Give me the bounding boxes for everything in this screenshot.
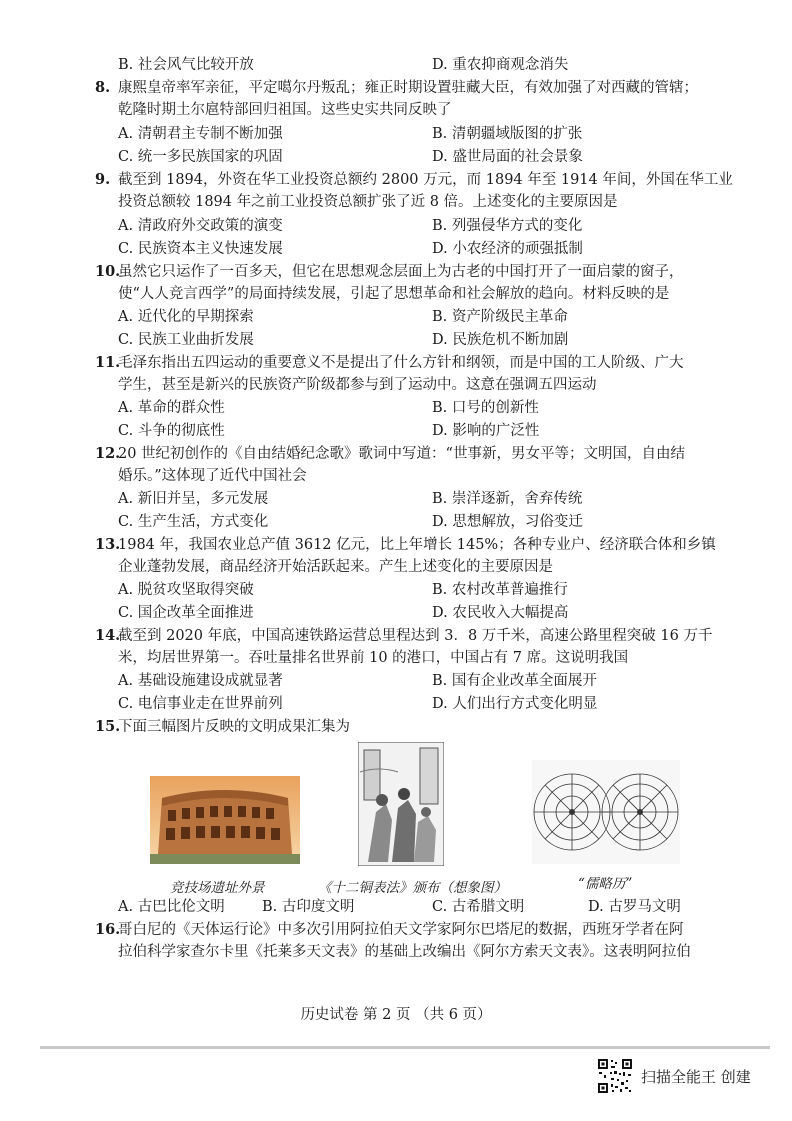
scanner-label: 扫描全能王 创建 xyxy=(641,1068,751,1086)
option-c: C. 斗争的彻底性 xyxy=(118,423,225,439)
question-number: 10. xyxy=(95,263,121,280)
option-b: B. 国有企业改革全面展开 xyxy=(432,673,597,689)
option-a: A. 近代化的早期探索 xyxy=(118,309,254,325)
option-a: A. 清政府外交政策的演变 xyxy=(118,218,283,234)
twelve-tables-image xyxy=(358,742,444,866)
option-a: A. 古巴比伦文明 xyxy=(118,899,225,915)
question-stem-line: 拉伯科学家查尔卡里《托莱多天文表》的基础上改编出《阿尔方索天文表》。这表明阿拉伯 xyxy=(118,944,691,960)
question-stem-line: 学生，甚至是新兴的民族资产阶级都参与到了运动中。这意在强调五四运动 xyxy=(118,377,597,393)
question-stem-line: 企业蓬勃发展，商品经济开始活跃起来。产生上述变化的主要原因是 xyxy=(118,559,553,575)
option-c: C. 古希腊文明 xyxy=(432,899,525,915)
twelve-tables-caption: 《十二铜表法》颁布（想象图） xyxy=(318,880,507,896)
question-stem-line: 投资总额较 1894 年之前工业投资总额扩张了近 8 倍。上述变化的主要原因是 xyxy=(118,194,618,210)
question-stem-line: 虽然它只运作了一百多天，但它在思想观念层面上为古老的中国打开了一面启蒙的窗子， xyxy=(118,264,684,280)
option-d: D. 人们出行方式变化明显 xyxy=(432,696,598,712)
question-stem-line: 1984 年，我国农业总产值 3612 亿元，比上年增长 145%；各种专业户、经济联合体和乡镇 xyxy=(118,537,716,553)
scanner-watermark xyxy=(597,1058,777,1096)
question-stem-line: 使“人人竞言西学”的局面持续发展，引起了思想革命和社会解放的趋向。材料反映的是 xyxy=(118,286,670,302)
option-c: C. 国企改革全面推进 xyxy=(118,605,254,621)
question-number: 15. xyxy=(95,718,121,735)
julian-calendar-image xyxy=(532,760,680,864)
option-b: B. 农村改革普遍推行 xyxy=(432,582,568,598)
option-c: C. 民族资本主义快速发展 xyxy=(118,241,283,257)
question-stem-line: 乾隆时期土尔扈特部回归祖国。这些史实共同反映了 xyxy=(118,102,452,118)
option-c: C. 民族工业曲折发展 xyxy=(118,332,254,348)
question-stem-line: 米，均居世界第一。吞吐量排名世界前 10 的港口，中国占有 7 席。这说明我国 xyxy=(118,650,629,666)
question-number: 11. xyxy=(95,354,121,371)
option-a: A. 基础设施建设成就显著 xyxy=(118,673,283,689)
q7-option-d: D. 重农抑商观念消失 xyxy=(432,57,569,73)
qr-code-icon xyxy=(597,1058,633,1094)
option-d: D. 民族危机不断加剧 xyxy=(432,332,569,348)
option-a: A. 清朝君主专制不断加强 xyxy=(118,126,283,142)
option-b: B. 崇洋逐新，舍弃传统 xyxy=(432,491,583,507)
question-number: 8. xyxy=(95,79,111,96)
option-a: A. 新旧并呈，多元发展 xyxy=(118,491,269,507)
option-d: D. 思想解放，习俗变迁 xyxy=(432,514,583,530)
page-footer: 历史试卷 第 2 页 （共 6 页） xyxy=(300,1007,492,1023)
question-number: 13. xyxy=(95,536,121,553)
question-stem-line: 婚乐。”这体现了近代中国社会 xyxy=(118,468,307,484)
question-stem-line: 截至到 1894，外资在华工业投资总额约 2800 万元，而 1894 年至 1914 年间，外国在华工业 xyxy=(118,172,733,188)
option-b: B. 古印度文明 xyxy=(262,899,355,915)
question-stem-line: 哥白尼的《天体运行论》中多次引用阿拉伯天文学家阿尔巴塔尼的数据，西班牙学者在阿 xyxy=(118,922,684,938)
colosseum-image xyxy=(150,776,300,864)
julian-calendar-caption: “儒略历” xyxy=(578,876,633,892)
option-c: C. 生产生活，方式变化 xyxy=(118,514,269,530)
option-a: A. 脱贫攻坚取得突破 xyxy=(118,582,254,598)
q7-option-b: B. 社会风气比较开放 xyxy=(118,57,254,73)
colosseum-caption: 竞技场遗址外景 xyxy=(170,880,265,896)
question-number: 9. xyxy=(95,171,111,188)
question-number: 12. xyxy=(95,445,121,462)
option-d: D. 盛世局面的社会景象 xyxy=(432,149,583,165)
question-stem-line: 下面三幅图片反映的文明成果汇集为 xyxy=(118,719,350,735)
option-d: D. 小农经济的顽强抵制 xyxy=(432,241,583,257)
question-stem-line: 20 世纪初创作的《自由结婚纪念歌》歌词中写道：“世事新，男女平等；文明国，自由结 xyxy=(118,446,685,462)
option-b: B. 列强侵华方式的变化 xyxy=(432,218,583,234)
option-d: D. 影响的广泛性 xyxy=(432,423,540,439)
question-number: 16. xyxy=(95,921,121,938)
question-stem-line: 截至到 2020 年底，中国高速铁路运营总里程达到 3．8 万千米，高速公路里程突破 16 万千 xyxy=(118,628,713,644)
option-d: D. 古罗马文明 xyxy=(588,899,681,915)
question-stem-line: 毛泽东指出五四运动的重要意义不是提出了什么方针和纲领，而是中国的工人阶级、广大 xyxy=(118,355,684,371)
option-c: C. 电信事业走在世界前列 xyxy=(118,696,283,712)
option-b: B. 资产阶级民主革命 xyxy=(432,309,568,325)
footer-divider xyxy=(40,1046,770,1049)
option-d: D. 农民收入大幅提高 xyxy=(432,605,569,621)
question-number: 14. xyxy=(95,627,121,644)
question-stem-line: 康熙皇帝率军亲征，平定噶尔丹叛乱；雍正时期设置驻藏大臣，有效加强了对西藏的管辖； xyxy=(118,80,698,96)
option-c: C. 统一多民族国家的巩固 xyxy=(118,149,283,165)
option-b: B. 清朝疆域版图的扩张 xyxy=(432,126,583,142)
option-a: A. 革命的群众性 xyxy=(118,400,225,416)
option-b: B. 口号的创新性 xyxy=(432,400,539,416)
